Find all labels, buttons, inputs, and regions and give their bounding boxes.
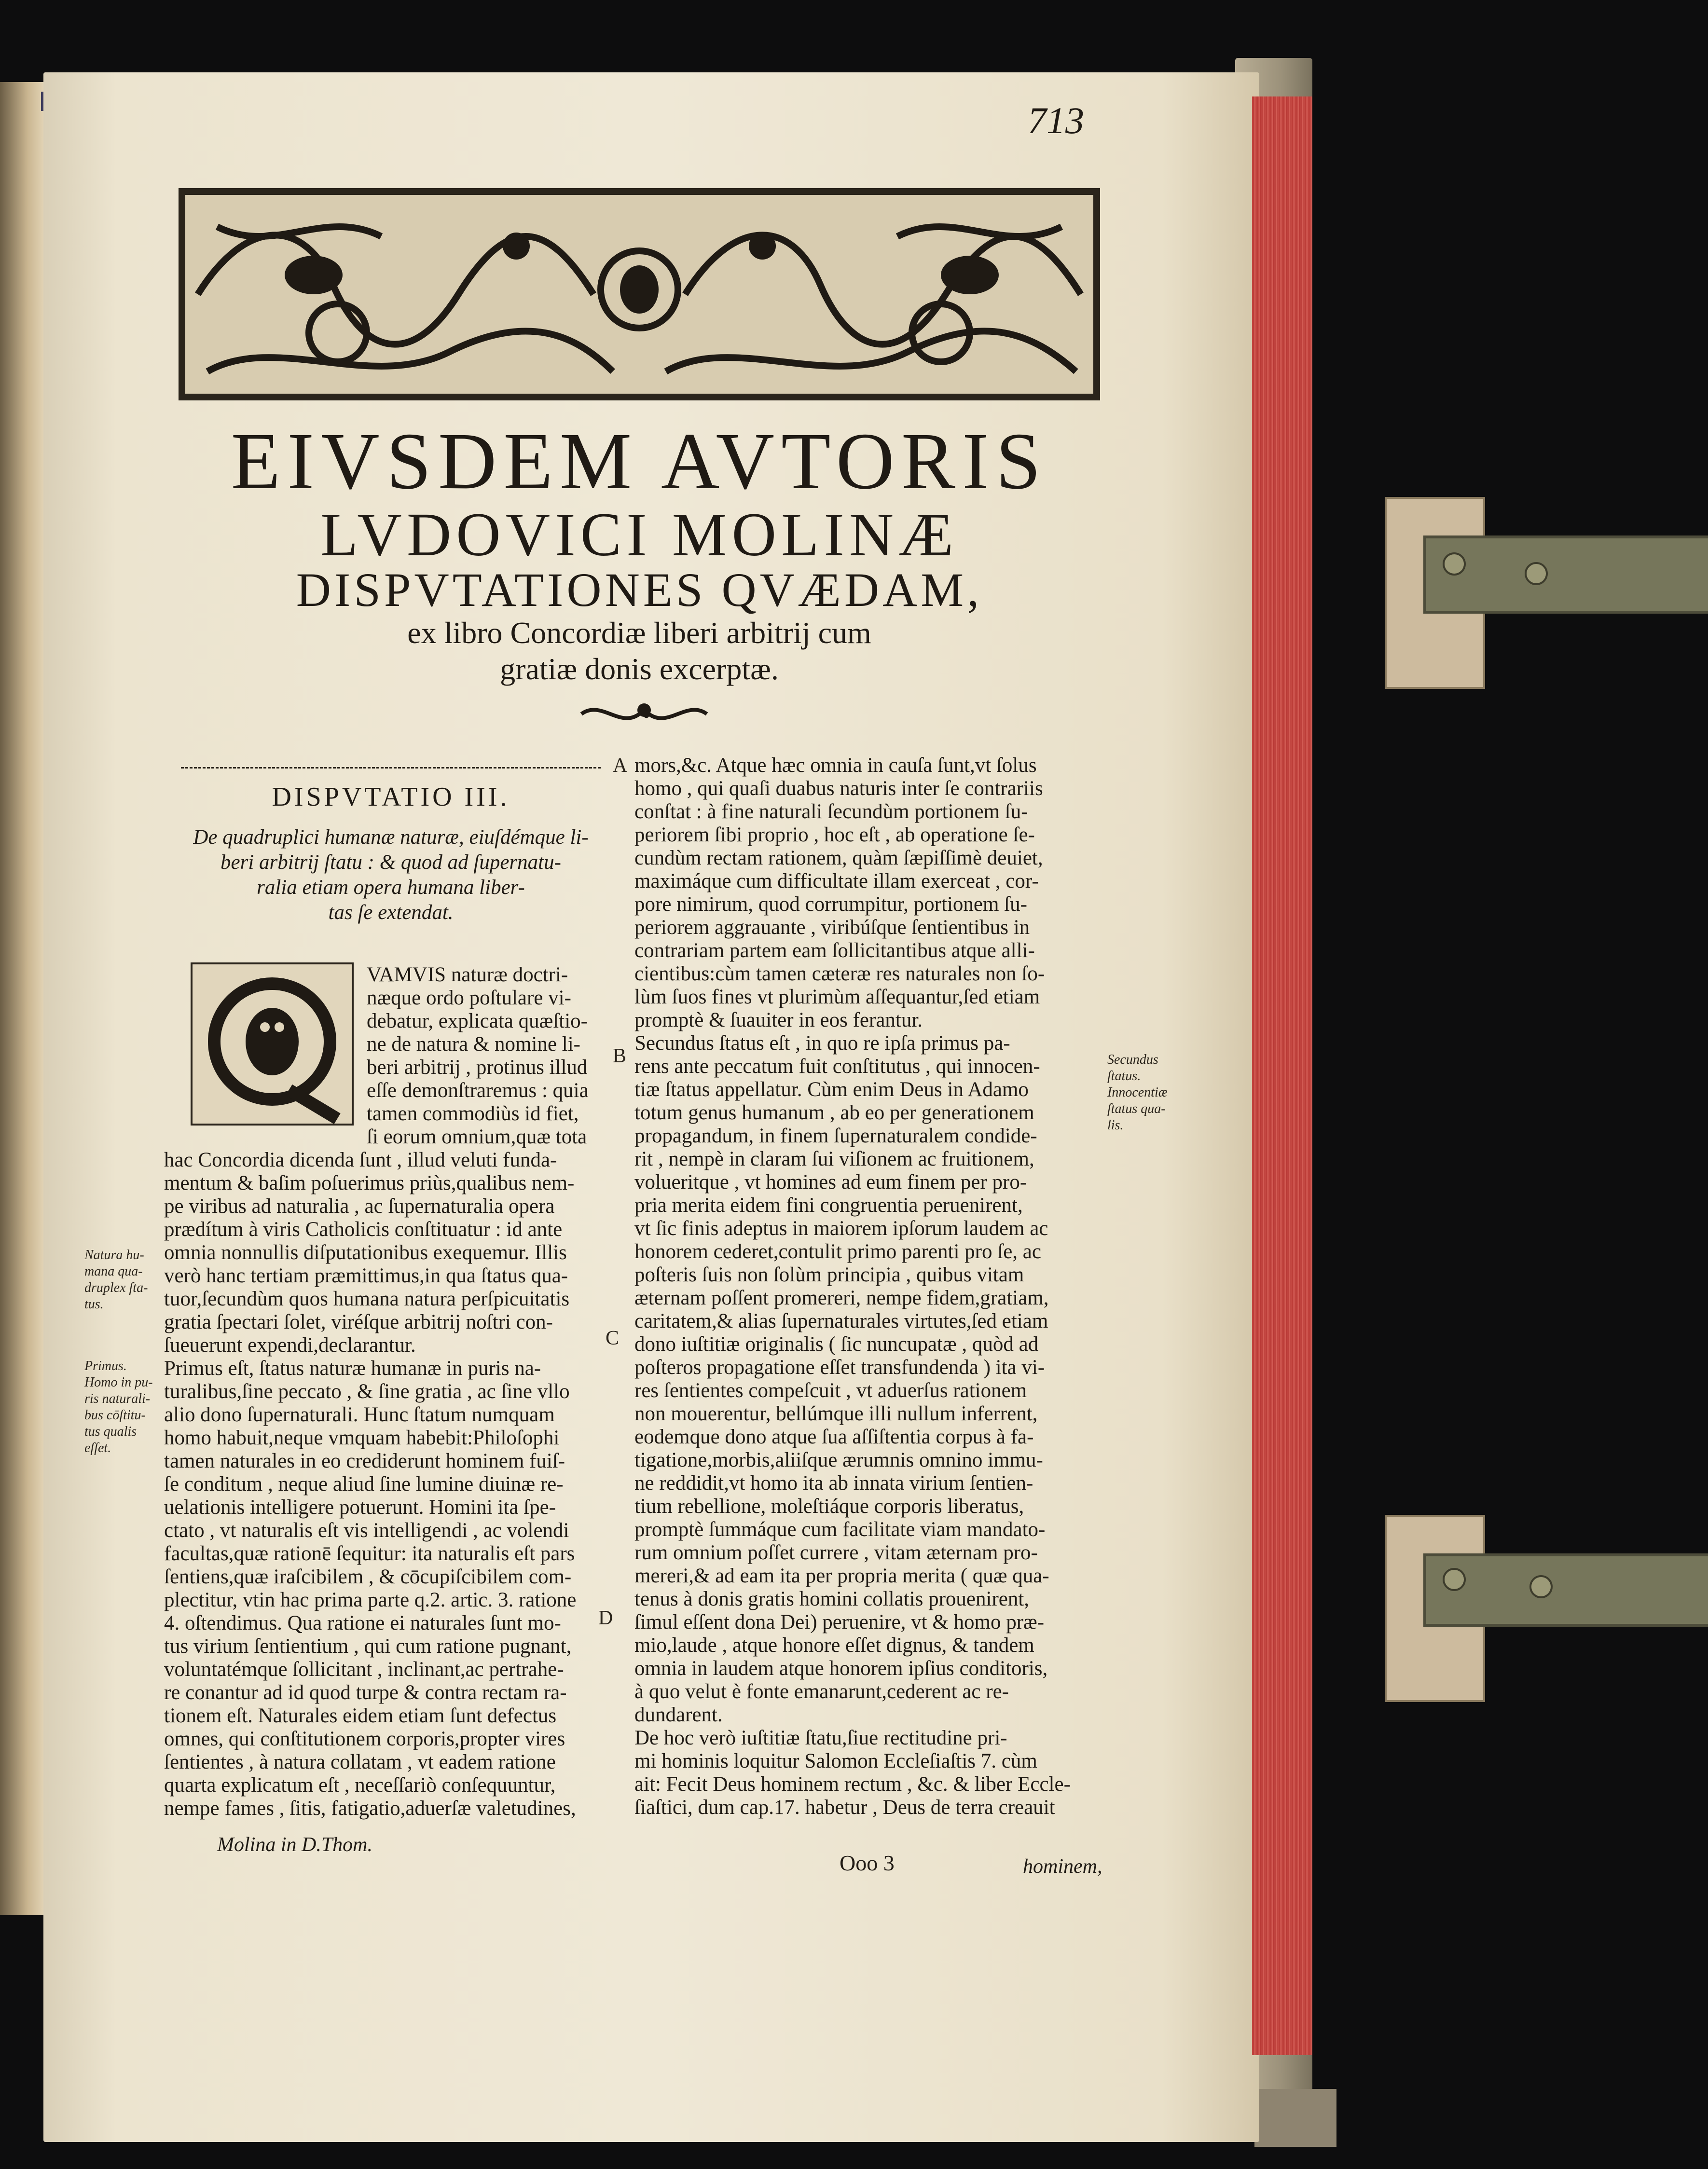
text-line: periorem ſibi proprio , hoc eſt , ab operatione ſe-	[634, 824, 1035, 846]
text-line: eodemque dono atque ſua aſſiſtentia corpus à fa-	[634, 1426, 1034, 1448]
text-line: rens ante peccatum fuit conſtitutus , qui innocen-	[634, 1055, 1040, 1078]
text-line: propagandum, in finem ſupernaturalem condide-	[634, 1125, 1037, 1147]
margin-note-line: Homo in pu-	[84, 1375, 153, 1390]
left-page-edge	[0, 82, 46, 1915]
red-page-edges	[1252, 96, 1312, 2055]
decorated-initial-q	[191, 962, 354, 1126]
title-line-3: DISPVTATIONES QVÆDAM,	[296, 563, 983, 617]
text-line: cientibus:cùm tamen cæteræ res naturales non ſo-	[634, 962, 1045, 985]
text-line: poſteris ſuis non ſolùm principia , quibus vitam	[634, 1263, 1024, 1286]
left-column-text	[164, 1149, 576, 1820]
clasp-top	[1423, 535, 1708, 614]
text-line: tuor,ſecundùm quos humana natura perſpicuitatis	[164, 1288, 570, 1310]
disputatio-summary-line: ralia etiam opera humana liber-	[257, 876, 525, 899]
margin-note-line: eſſet.	[84, 1441, 111, 1455]
margin-note	[84, 1358, 153, 1456]
subtitle-line-2: gratiæ donis excerptæ.	[500, 652, 779, 686]
text-line: conſtat : à fine naturali ſecundùm portionem ſu-	[634, 800, 1028, 823]
text-line: pe viribus ad naturalia , ac ſupernaturalia opera	[164, 1195, 555, 1218]
section-letter: D	[598, 1607, 613, 1629]
text-line: ſi eorum omnium,quæ tota	[367, 1126, 587, 1148]
text-line: mio,laude , atque honore eſſet dignus, & tandem	[634, 1634, 1034, 1657]
margin-note-line: tus qualis	[84, 1424, 137, 1439]
right-column-text	[634, 754, 1071, 1819]
text-line: facultas,quæ rationē ſequitur: ita naturalis eſt pars	[164, 1542, 575, 1565]
text-line: eſſe demonſtraremus : quia	[367, 1079, 589, 1102]
text-line: næque ordo poſtulare vi-	[367, 987, 571, 1009]
text-line: pria merita eidem fini congruentia peruenirent,	[634, 1194, 1023, 1217]
left-column-dropcap-text	[367, 963, 589, 1149]
text-line: voluntatémque ſollicitant , inclinant,ac pertrahe-	[164, 1658, 564, 1681]
text-line: res ſentientes compeſcuit , vt aduerſus rationem	[634, 1379, 1027, 1402]
margin-note-line: Secundus	[1107, 1052, 1158, 1067]
margin-note-line: bus cōſtitu-	[84, 1408, 146, 1423]
text-line: totum genus humanum , ab eo per generationem	[634, 1101, 1034, 1124]
text-line: lùm ſuos fines vt plurimùm aſſequantur,ſed etiam	[634, 986, 1040, 1008]
text-line: De hoc verò iuſtitiæ ſtatu,ſiue rectitudine pri-	[634, 1727, 1007, 1749]
section-letter: B	[613, 1045, 627, 1067]
text-line: honorem cederet,contulit primo parenti pro ſe, ac	[634, 1240, 1041, 1263]
margin-note-line: lis.	[1107, 1118, 1124, 1133]
text-line: uelationis intelligere potuerunt. Homini ita ſpe-	[164, 1496, 556, 1519]
text-line: tamen naturales in eo crediderunt hominem fuiſ-	[164, 1450, 565, 1472]
text-line: rit , nempè in claram ſui viſionem ac fruitionem,	[634, 1148, 1034, 1170]
text-line: Primus eſt, ſtatus naturæ humanæ in puris na-	[164, 1357, 541, 1380]
catchword: hominem,	[1023, 1855, 1102, 1878]
text-line: ne reddidit,vt homo ita ab innata virium ſentien-	[634, 1472, 1033, 1495]
text-line: ſe conditum , neque aliud ſine lumine diuinæ re-	[164, 1473, 564, 1496]
section-letter: A	[613, 755, 628, 777]
text-line: alio dono ſupernaturali. Hunc ſtatum numquam	[164, 1403, 555, 1426]
text-line: Secundus ſtatus eſt , in quo re ipſa primus pa-	[634, 1032, 1010, 1055]
text-line: rum omnium poſſet currere , vitam æternam pro-	[634, 1541, 1038, 1564]
margin-note-line: ſtatus qua-	[1107, 1101, 1166, 1116]
disputatio-heading: DISPVTATIO III.	[272, 782, 510, 812]
margin-note-line: Innocentiæ	[1107, 1085, 1168, 1100]
woodcut-banner	[179, 188, 1100, 400]
text-line: ne de natura & nomine li-	[367, 1033, 580, 1056]
book-cover-corner	[1254, 2089, 1336, 2147]
text-line: ſimul eſſent dona Dei) peruenire, vt & homo præ-	[634, 1611, 1045, 1634]
text-line: dono iuſtitiæ originalis ( ſic nuncupatæ , quòd ad	[634, 1333, 1039, 1356]
text-line: verò hanc tertiam præmittimus,in qua ſtatus qua-	[164, 1264, 568, 1287]
text-line: mi hominis loquitur Salomon Eccleſiaſtis 7. cùm	[634, 1750, 1037, 1772]
text-line: non mouerentur, bellúmque illi nullum inferrent,	[634, 1402, 1038, 1425]
text-line: tamen commodiùs id fiet,	[367, 1102, 579, 1125]
section-rule	[181, 767, 601, 770]
text-line: gratia ſpectari ſolet, viréſque arbitrij noſtri con-	[164, 1311, 553, 1333]
text-line: vt ſic finis adeptus in maiorem ipſorum laudem ac	[634, 1217, 1048, 1240]
text-line: 4. oſtendimus. Qua ratione ei naturales ſunt mo-	[164, 1612, 561, 1634]
text-line: hac Concordia dicenda ſunt , illud veluti funda-	[164, 1149, 557, 1171]
margin-note-line: druplex ſta-	[84, 1280, 148, 1295]
subtitle-line-1: ex libro Concordiæ liberi arbitrij cum	[407, 616, 871, 650]
text-line: plectitur, vtin hac prima parte q.2. artic. 3. ratione	[164, 1589, 577, 1611]
text-line: tiæ ſtatus appellatur. Cùm enim Deus in Adamo	[634, 1078, 1029, 1101]
text-line: beri arbitrij , protinus illud	[367, 1056, 588, 1079]
text-line: à quo velut è fonte emanarunt,cederent ac re-	[634, 1680, 1009, 1703]
text-line: promptè & ſuauiter in eos ferantur.	[634, 1009, 923, 1031]
text-line: dundarent.	[634, 1703, 723, 1726]
text-line: poſteros propagatione eſſet transfundenda ) ita vi-	[634, 1356, 1045, 1379]
margin-note-line: Natura hu-	[84, 1248, 144, 1263]
disputatio-summary-line: tas ſe extendat.	[328, 901, 454, 924]
text-line: volueritque , vt homines ad eum finem per pro-	[634, 1171, 1027, 1194]
text-line: caritatem,& alias ſupernaturales virtutes,ſed etiam	[634, 1310, 1048, 1332]
text-line: tus virium ſentientium , qui cum ratione pugnant,	[164, 1635, 572, 1658]
text-line: mors,&c. Atque hæc omnia in cauſa ſunt,vt ſolus	[634, 754, 1037, 777]
page-number: 713	[1028, 99, 1084, 141]
text-line: periorem aggrauante , viribúſque ſentientibus in	[634, 916, 1030, 939]
margin-note-line: mana qua-	[84, 1264, 143, 1279]
clasp-bottom	[1423, 1553, 1708, 1627]
text-line: homo habuit,neque vmquam habebit:Philoſophi	[164, 1427, 560, 1449]
signature-line: Molina in D.Thom.	[217, 1834, 373, 1856]
text-line: mereri,& ad eam ita per propria merita ( quæ qua-	[634, 1565, 1049, 1587]
margin-note	[84, 1247, 148, 1313]
text-line: nempe fames , ſitis, fatigatio,aduerſæ valetudines,	[164, 1797, 576, 1820]
text-line: quarta explicatum eſt , neceſſariò conſequuntur,	[164, 1774, 556, 1797]
margin-note	[1107, 1052, 1167, 1134]
text-line: tenus à donis gratis homini collatis prouenirent,	[634, 1588, 1030, 1610]
text-line: debatur, explicata quæſtio-	[367, 1010, 588, 1032]
text-line: pore nimirum, quod corrumpitur, portionem ſu-	[634, 893, 1027, 916]
text-line: contrariam partem eam ſollicitantibus atque alli-	[634, 939, 1035, 962]
section-letter: C	[606, 1327, 620, 1349]
disputatio-summary-line: beri arbitrij ſtatu : & quod ad ſupernatu-	[220, 851, 561, 874]
text-line: homo , qui quaſi duabus naturis inter ſe contrariis	[634, 777, 1043, 800]
text-line: ctato , vt naturalis eſt vis intelligendi , ac volendi	[164, 1519, 569, 1542]
text-line: ſentiens,quæ iraſcibilem , & cōcupiſcibilem com-	[164, 1565, 572, 1588]
text-line: ſueuerunt expendi,declarantur.	[164, 1334, 416, 1357]
text-line: VAMVIS naturæ doctri-	[367, 963, 568, 986]
rivet-icon	[1443, 552, 1466, 576]
text-line: promptè ſummáque cum facilitate viam mandato-	[634, 1518, 1046, 1541]
rivet-icon	[1443, 1568, 1466, 1591]
text-line: cundùm rectam rationem, quàm ſæpiſſimè deuiet,	[634, 847, 1043, 869]
disputatio-summary-line: De quadruplici humanæ naturæ, eiuſdémque li-	[193, 826, 589, 849]
rivet-icon	[1529, 1575, 1553, 1598]
title-line-2: LVDOVICI MOLINÆ	[320, 500, 959, 569]
text-line: mentum & baſim poſuerimus priùs,qualibus nem-	[164, 1172, 575, 1194]
margin-note-line: tus.	[84, 1297, 104, 1312]
text-line: omnia in laudem atque honorem ipſius conditoris,	[634, 1657, 1048, 1680]
margin-note-line: ſtatus.	[1107, 1069, 1141, 1084]
text-line: tium rebellione, moleſtiáque corporis liberatus,	[634, 1495, 1024, 1518]
text-line: ſiaſtici, dum cap.17. habetur , Deus de terra creauit	[634, 1796, 1055, 1819]
text-line: omnia nonnullis diſputationibus exequemur. Illis	[164, 1241, 567, 1264]
text-line: tigatione,morbis,aliiſque ærumnis omnino immu-	[634, 1449, 1043, 1471]
text-line: turalibus,ſine peccato , & ſine gratia , ac ſine vllo	[164, 1380, 570, 1403]
signature-mark: Ooo 3	[840, 1851, 895, 1875]
text-line: tionem eſt. Naturales eidem etiam ſunt defectus	[164, 1704, 557, 1727]
rivet-icon	[1525, 562, 1548, 585]
title-line-1: EIVSDEM AVTORIS	[231, 416, 1048, 506]
margin-note-line: ris naturali-	[84, 1391, 151, 1406]
text-line: ſentientes , à natura collatam , vt eadem ratione	[164, 1751, 556, 1773]
text-line: æternam poſſent promereri, nempe fidem,gratiam,	[634, 1287, 1049, 1309]
text-line: maximáque cum difficultate illam exerceat , cor-	[634, 870, 1039, 892]
ornament-icon	[577, 700, 712, 728]
text-line: ait: Fecit Deus hominem rectum , &c. & liber Eccle-	[634, 1773, 1071, 1796]
text-line: re conantur ad id quod turpe & contra rectam ra-	[164, 1681, 567, 1704]
text-line: prædítum à viris Catholicis conſtituatur : id ante	[164, 1218, 563, 1241]
text-line: omnes, qui conſtitutionem corporis,propter vires	[164, 1728, 565, 1750]
margin-note-line: Primus.	[84, 1359, 127, 1373]
